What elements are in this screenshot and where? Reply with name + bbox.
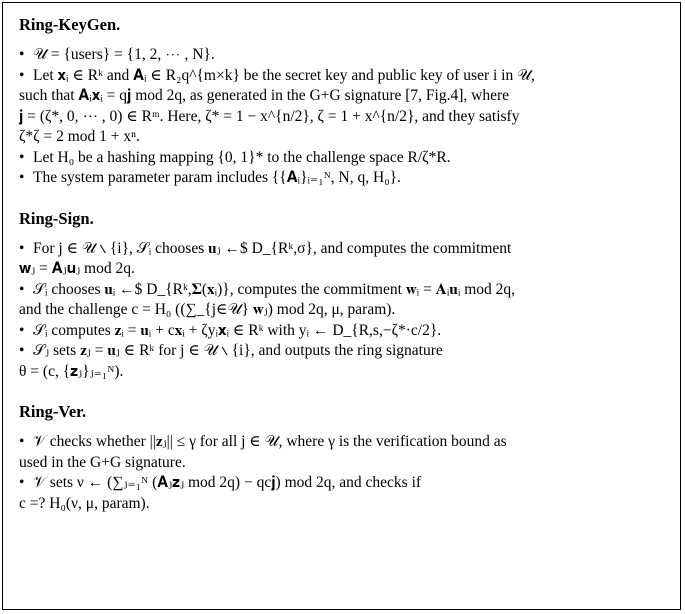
list-item [19,66,666,148]
text-line: • 𝒱 checks whether ||𝐳ⱼ|| ≤ γ for all j ∈ 𝒰, where γ is the verification bound as [33,433,507,450]
text-line: c =? H₀(ν, μ, param). [19,494,150,512]
section-0 [19,15,666,189]
section-title: Ring-KeyGen. [19,15,121,34]
text-line: 𝐰ⱼ = 𝐀ⱼ𝐮ⱼ mod 2q. [19,260,135,277]
text-line: used in the G+G signature. [19,453,186,471]
list-item [19,432,666,473]
text-line: • 𝒮ᵢ computes 𝐳ᵢ = 𝐮ᵢ + c𝐱ᵢ + ζyᵢ𝐱ᵢ ∈ Rᵏ with yᵢ ← D_{R,s,−ζ*·c/2}. [33,321,442,339]
text-line: ζ*ζ = 2 mod 1 + xⁿ. [19,128,140,145]
list-item [19,341,666,382]
text-line: such that 𝐀ᵢ𝐱ᵢ = q𝐣 mod 2q, as generated in the G+G signature [7, Fig.4], where [19,87,510,104]
list-item [19,239,666,280]
text-line: • 𝒱 sets ν ← (∑ⱼ₌₁ᴺ (𝐀ⱼ𝐳ⱼ mod 2q) − qc𝐣) mod 2q, and checks if [33,474,422,491]
algorithm-box [2,2,681,610]
algorithm-content [3,3,680,514]
list-item [19,473,666,514]
section-2 [19,402,666,514]
item-list [19,45,666,189]
text-line: • For j ∈ 𝒰 ∖ {i}, 𝒮ᵢ chooses 𝐮ⱼ ←$ D_{Rᵏ,σ}, and computes the commitment [33,239,512,257]
text-line: • Let H₀ be a hashing mapping {0, 1}* to the challenge space R/ζ*R. [33,148,451,166]
section-1 [19,209,666,383]
list-item [19,321,666,342]
text-line: θ = (c, {𝐳ⱼ}ⱼ₌₁ᴺ). [19,362,124,380]
text-line: • 𝒮ᵢ chooses 𝐮ᵢ ←$ D_{Rᵏ,𝚺(𝐱ᵢ)}, computes the commitment 𝐰ᵢ = 𝐀ᵢ𝐮ᵢ mod 2q, [33,280,516,298]
text-line: and the challenge c = H₀ ((∑_{j∈𝒰} 𝐰ⱼ) mod 2q, μ, param). [19,301,396,318]
list-item [19,280,666,321]
text-line: • 𝒮ⱼ sets 𝐳ⱼ = 𝐮ⱼ ∈ Rᵏ for j ∈ 𝒰 ∖ {i}, and outputs the ring signature [33,342,443,359]
text-line: 𝐣 = (ζ*, 0, ⋯ , 0) ∈ Rᵐ. Here, ζ* = 1 − x^{n/2}, ζ = 1 + x^{n/2}, and they satisfy [19,107,520,125]
text-line: • 𝒰 = {users} = {1, 2, ⋯ , N}. [33,46,215,63]
text-line: • The system parameter param includes {{𝐀ᵢ}ᵢ₌₁ᴺ, N, q, H₀}. [33,169,401,186]
list-item [19,45,666,66]
item-list [19,432,666,514]
list-item [19,168,666,189]
section-title: Ring-Ver. [19,402,87,421]
list-item [19,148,666,169]
item-list [19,239,666,383]
section-title: Ring-Sign. [19,208,94,228]
text-line: • Let 𝐱ᵢ ∈ Rᵏ and 𝐀ᵢ ∈ R₂q^{m×k} be the secret key and public key of user i in 𝒰, [33,66,535,84]
